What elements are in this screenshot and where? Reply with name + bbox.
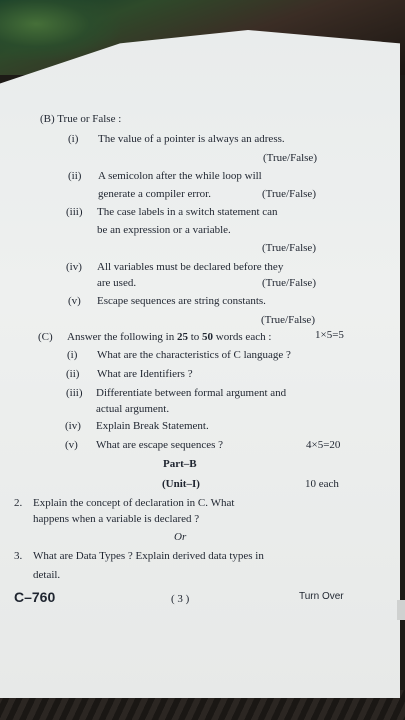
section-c-heading	[67, 331, 271, 344]
b-item-4-text-line1: All variables must be declared before they	[97, 261, 284, 273]
adjacent-page-edge	[397, 600, 405, 620]
b-item-3-text-line1: The case labels in a switch statement can	[97, 206, 278, 218]
page-number: ( 3 )	[171, 593, 190, 605]
question-3-line1: What are Data Types ? Explain derived data types in	[33, 550, 264, 562]
marks-each: 10 each	[305, 478, 339, 490]
section-c-word-max: 50	[202, 331, 214, 343]
section-c-heading-mid: to	[187, 331, 203, 343]
question-3-line2: detail.	[33, 569, 61, 581]
section-c-label: (C)	[38, 331, 53, 343]
c-item-4-number: (iv)	[65, 420, 81, 432]
c-item-1-number: (i)	[67, 349, 78, 361]
section-c-heading-post: words each :	[213, 331, 272, 343]
question-2-line2: happens when a variable is declared ?	[33, 513, 200, 525]
section-c-marks: 1×5=5	[315, 329, 344, 341]
part-b-title: Part–B	[163, 458, 197, 470]
b-item-1-answer: (True/False)	[263, 152, 317, 164]
section-c-word-min: 25	[176, 331, 188, 343]
c-item-5-text: What are escape sequences ?	[96, 439, 224, 451]
turn-over: Turn Over	[299, 591, 344, 602]
b-item-3-answer: (True/False)	[262, 242, 316, 254]
c-item-3-text-line1: Differentiate between formal argument and	[96, 387, 287, 399]
b-item-4-number: (iv)	[66, 261, 82, 273]
b-item-1-number: (i)	[68, 133, 79, 145]
unit-heading: (Unit–I)	[162, 478, 200, 490]
c-item-3-number: (iii)	[66, 387, 83, 399]
b-item-2-text-line1: A semicolon after the while loop will	[98, 170, 262, 182]
b-item-2-number: (ii)	[68, 170, 82, 182]
c-item-4-text: Explain Break Statement.	[96, 420, 209, 432]
b-item-2-answer: (True/False)	[262, 188, 316, 200]
b-item-2-text-line2: generate a compiler error.	[98, 188, 211, 200]
section-b-heading: (B) True or False :	[40, 113, 122, 125]
b-item-5-number: (v)	[68, 295, 81, 307]
c-item-3-text-line2: actual argument.	[96, 403, 170, 415]
section-c-heading-pre: Answer the following in	[67, 331, 177, 343]
c-item-2-number: (ii)	[66, 368, 80, 380]
c-item-2-text: What are Identifiers ?	[97, 368, 193, 380]
b-item-5-answer: (True/False)	[261, 314, 315, 326]
c-item-1-text: What are the characteristics of C language ?	[97, 349, 291, 361]
b-item-4-text-line2: are used.	[97, 277, 137, 289]
paper-code: C–760	[14, 589, 56, 605]
b-item-3-text-line2: be an expression or a variable.	[97, 224, 231, 236]
question-2-line1: Explain the concept of declaration in C. What	[33, 497, 235, 509]
or-separator: Or	[174, 531, 187, 543]
c-item-5-number: (v)	[65, 439, 78, 451]
section-c-marks-2: 4×5=20	[306, 439, 341, 451]
b-item-3-number: (iii)	[66, 206, 83, 218]
b-item-4-answer: (True/False)	[262, 277, 316, 289]
b-item-5-text: Escape sequences are string constants.	[97, 295, 266, 307]
question-3-number: 3.	[14, 550, 23, 562]
question-2-number: 2.	[14, 497, 23, 509]
b-item-1-text: The value of a pointer is always an adress.	[98, 133, 285, 145]
